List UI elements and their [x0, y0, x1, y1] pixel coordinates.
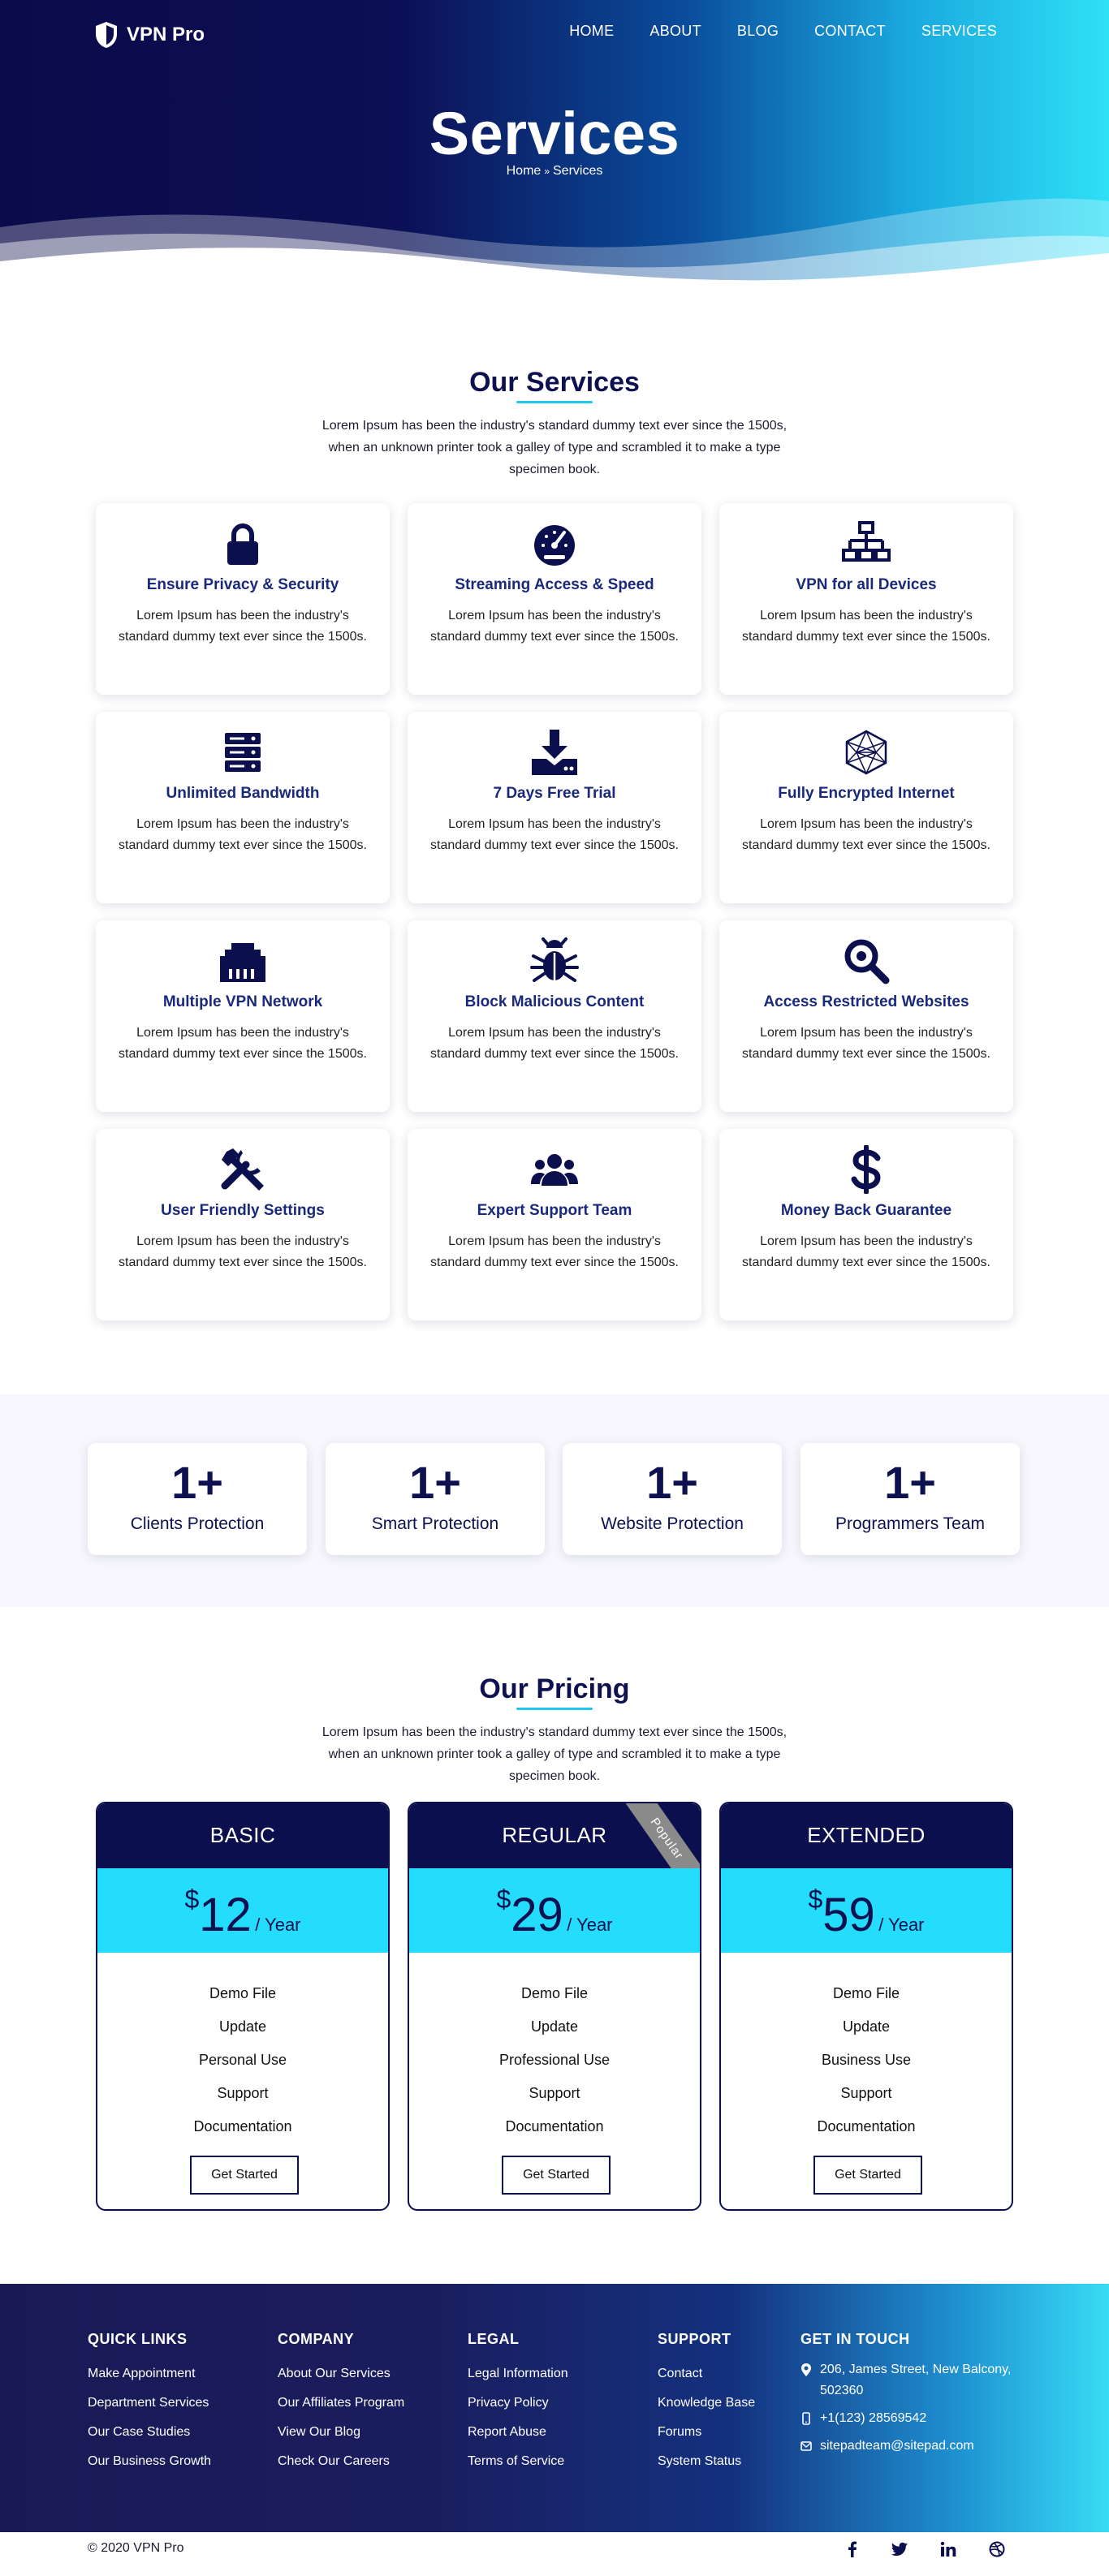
footer-support — [658, 2331, 755, 2476]
contact-email[interactable] — [800, 2436, 1012, 2457]
plan-price — [721, 1885, 1012, 1942]
plan-name: REGULAR — [502, 1823, 607, 1847]
services-title: Our Services — [469, 367, 640, 398]
service-card — [96, 712, 390, 903]
service-title: Block Malicious Content — [464, 993, 645, 1010]
price-currency: $ — [496, 1885, 511, 1914]
price-amount: 59 — [822, 1889, 875, 1941]
plan-feature: Professional Use — [498, 2052, 611, 2068]
plan-feature: Business Use — [821, 2052, 912, 2068]
search-icon — [842, 937, 891, 985]
plan-price — [97, 1885, 388, 1942]
contact-phone-text: +1(123) 28569542 — [820, 2411, 927, 2425]
ethernet-icon — [218, 937, 267, 985]
plan-feature: Documentation — [817, 2118, 916, 2134]
footer-link[interactable]: Contact — [658, 2367, 703, 2380]
plan-feature: Personal Use — [198, 2052, 287, 2068]
footer-link[interactable]: Knowledge Base — [658, 2396, 756, 2410]
pricing-description: Lorem Ipsum has been the industry's standard dummy text ever since the 1500s, when an unknown printer took a galley of type and scrambled it to make a type specimen book. — [321, 1725, 788, 1783]
users-icon — [530, 1145, 579, 1194]
nav-blog[interactable]: BLOG — [736, 23, 779, 39]
plan-features — [97, 1977, 388, 2143]
service-text: Lorem Ipsum has been the industry's standard dummy text ever since the 1500s. — [119, 1234, 367, 1269]
facebook-icon[interactable] — [844, 2541, 861, 2557]
footer-link[interactable]: Our Case Studies — [88, 2425, 191, 2439]
brand-logo[interactable] — [94, 21, 205, 49]
hexagon-mesh-icon — [842, 728, 891, 777]
footer-link[interactable]: Our Business Growth — [88, 2454, 212, 2468]
plan-feature: Demo File — [832, 1985, 900, 2001]
service-card — [96, 920, 390, 1112]
service-card — [96, 1129, 390, 1320]
plan-card-regular — [408, 1802, 701, 2211]
breadcrumb-separator: » — [544, 166, 550, 177]
nav-home[interactable]: HOME — [569, 23, 615, 39]
network-icon — [842, 519, 891, 568]
plan-feature: Update — [842, 2018, 891, 2035]
footer-column-title: LEGAL — [468, 2331, 520, 2347]
service-text: Lorem Ipsum has been the industry's standard dummy text ever since the 1500s. — [119, 609, 367, 644]
plan-feature: Support — [529, 2085, 580, 2101]
footer-legal — [468, 2331, 568, 2476]
stat-label: Website Protection — [601, 1514, 744, 1533]
brand-name: VPN Pro — [127, 24, 205, 45]
service-title: Ensure Privacy & Security — [146, 576, 339, 593]
stat-value: 1+ — [171, 1457, 223, 1508]
plan-feature: Demo File — [520, 1985, 589, 2001]
plan-name: BASIC — [209, 1823, 276, 1847]
plan-feature: Support — [217, 2085, 269, 2101]
plan-features — [721, 1977, 1012, 2143]
service-text: Lorem Ipsum has been the industry's standard dummy text ever since the 1500s. — [430, 1234, 679, 1269]
main-nav — [569, 23, 997, 40]
get-started-button[interactable]: Get Started — [502, 2156, 611, 2195]
breadcrumb — [0, 164, 1109, 179]
service-text: Lorem Ipsum has been the industry's standard dummy text ever since the 1500s. — [430, 817, 679, 852]
footer-link[interactable]: Our Affiliates Program — [278, 2396, 405, 2410]
footer-link[interactable]: View Our Blog — [278, 2425, 360, 2439]
plan-feature: Support — [840, 2085, 892, 2101]
plan-feature: Update — [218, 2018, 267, 2035]
footer-link[interactable]: About Our Services — [278, 2367, 391, 2380]
service-text: Lorem Ipsum has been the industry's standard dummy text ever since the 1500s. — [742, 817, 990, 852]
stat-card — [563, 1443, 782, 1555]
plan-feature: Update — [530, 2018, 579, 2035]
contact-address-text: 206, James Street, New Balcony, 502360 — [820, 2363, 1012, 2397]
breadcrumb-current: Services — [553, 164, 603, 178]
service-card — [719, 920, 1013, 1112]
stat-label: Programmers Team — [835, 1514, 985, 1533]
contact-address — [800, 2359, 1012, 2402]
footer-link[interactable]: Legal Information — [468, 2367, 568, 2380]
stat-value: 1+ — [884, 1457, 936, 1508]
service-title: Streaming Access & Speed — [455, 576, 654, 593]
stat-card — [800, 1443, 1020, 1555]
lock-icon — [218, 519, 267, 568]
dribbble-icon[interactable] — [989, 2541, 1005, 2557]
pricing-title-underline — [516, 1708, 593, 1710]
plan-card-basic — [96, 1802, 390, 2211]
footer-link[interactable]: Department Services — [88, 2396, 209, 2410]
linkedin-icon[interactable] — [940, 2541, 956, 2557]
footer-link[interactable]: System Status — [658, 2454, 742, 2468]
service-text: Lorem Ipsum has been the industry's standard dummy text ever since the 1500s. — [742, 1026, 990, 1061]
footer-company — [278, 2331, 404, 2476]
footer-link[interactable]: Terms of Service — [468, 2454, 565, 2468]
service-card — [408, 920, 701, 1112]
price-currency: $ — [808, 1885, 823, 1914]
price-amount: 29 — [511, 1889, 563, 1941]
nav-about[interactable]: ABOUT — [649, 23, 701, 39]
contact-email-text: sitepadteam@sitepad.com — [820, 2439, 974, 2453]
pricing-title: Our Pricing — [479, 1674, 630, 1704]
footer-link[interactable]: Report Abuse — [468, 2425, 546, 2439]
stat-value: 1+ — [409, 1457, 461, 1508]
service-card — [408, 712, 701, 903]
plan-features — [409, 1977, 700, 2143]
nav-services[interactable]: SERVICES — [921, 23, 997, 39]
price-period: / Year — [567, 1915, 613, 1935]
stat-card — [326, 1443, 545, 1555]
service-title: Multiple VPN Network — [162, 993, 323, 1010]
footer-link[interactable]: Privacy Policy — [468, 2396, 549, 2410]
bug-icon — [530, 937, 579, 985]
mobile-phone-icon — [800, 2412, 812, 2425]
plan-feature: Documentation — [193, 2118, 292, 2134]
service-text: Lorem Ipsum has been the industry's standard dummy text ever since the 1500s. — [430, 609, 679, 644]
service-title: Unlimited Bandwidth — [166, 785, 320, 802]
service-title: Money Back Guarantee — [780, 1202, 952, 1219]
footer-quick-links — [88, 2331, 211, 2476]
server-icon — [218, 728, 267, 777]
get-started-button[interactable]: Get Started — [813, 2156, 922, 2195]
service-text: Lorem Ipsum has been the industry's standard dummy text ever since the 1500s. — [742, 1234, 990, 1269]
popular-ribbon: Popular — [621, 1802, 701, 1897]
speedometer-icon — [530, 519, 579, 568]
services-description: Lorem Ipsum has been the industry's standard dummy text ever since the 1500s, when an unknown printer took a galley of type and scrambled it to make a type specimen book. — [321, 419, 788, 476]
plan-price — [409, 1885, 700, 1942]
service-title: VPN for all Devices — [796, 576, 937, 593]
stat-label: Smart Protection — [371, 1514, 499, 1533]
download-icon — [530, 728, 579, 777]
footer-link[interactable]: Forums — [658, 2425, 702, 2439]
service-text: Lorem Ipsum has been the industry's standard dummy text ever since the 1500s. — [119, 817, 367, 852]
service-title: Access Restricted Websites — [763, 993, 969, 1010]
service-card — [408, 1129, 701, 1320]
email-icon — [800, 2440, 812, 2453]
service-title: Expert Support Team — [477, 1202, 632, 1219]
tools-icon — [218, 1145, 267, 1194]
copyright: © 2020 VPN Pro — [88, 2541, 184, 2555]
price-period: / Year — [255, 1915, 301, 1935]
stat-label: Clients Protection — [130, 1514, 265, 1533]
price-period: / Year — [878, 1915, 925, 1935]
service-text: Lorem Ipsum has been the industry's standard dummy text ever since the 1500s. — [119, 1026, 367, 1061]
get-started-button[interactable]: Get Started — [190, 2156, 299, 2195]
service-card — [408, 503, 701, 695]
footer-column-title: COMPANY — [278, 2331, 355, 2347]
plan-card-extended — [719, 1802, 1013, 2211]
price-amount: 12 — [199, 1889, 252, 1941]
contact-phone[interactable] — [800, 2408, 1012, 2429]
page-title: Services — [429, 100, 680, 167]
footer-column-title: SUPPORT — [658, 2331, 731, 2347]
footer-column-title: QUICK LINKS — [88, 2331, 188, 2347]
service-card — [719, 712, 1013, 903]
services-title-underline — [516, 401, 593, 403]
service-title: Fully Encrypted Internet — [778, 785, 955, 802]
footer-link[interactable]: Check Our Careers — [278, 2454, 390, 2468]
service-text: Lorem Ipsum has been the industry's standard dummy text ever since the 1500s. — [430, 1026, 679, 1061]
plan-feature: Documentation — [505, 2118, 604, 2134]
footer-link[interactable]: Make Appointment — [88, 2367, 196, 2380]
service-card — [719, 503, 1013, 695]
breadcrumb-home[interactable]: Home — [506, 164, 542, 178]
dollar-icon — [842, 1145, 891, 1194]
service-text: Lorem Ipsum has been the industry's standard dummy text ever since the 1500s. — [742, 609, 990, 644]
service-card — [96, 503, 390, 695]
footer-get-in-touch — [800, 2331, 1012, 2463]
stat-card — [88, 1443, 307, 1555]
plan-feature: Demo File — [209, 1985, 277, 2001]
service-card — [719, 1129, 1013, 1320]
service-title: 7 Days Free Trial — [493, 785, 616, 802]
price-currency: $ — [184, 1885, 200, 1914]
footer-column-title: GET IN TOUCH — [800, 2331, 910, 2347]
twitter-icon[interactable] — [891, 2541, 908, 2557]
plan-name: EXTENDED — [807, 1823, 926, 1847]
nav-contact[interactable]: CONTACT — [814, 23, 886, 39]
shield-icon — [94, 21, 119, 49]
hero-banner — [0, 0, 1109, 296]
location-pin-icon — [800, 2363, 812, 2376]
stat-value: 1+ — [646, 1457, 698, 1508]
service-title: User Friendly Settings — [161, 1202, 325, 1219]
